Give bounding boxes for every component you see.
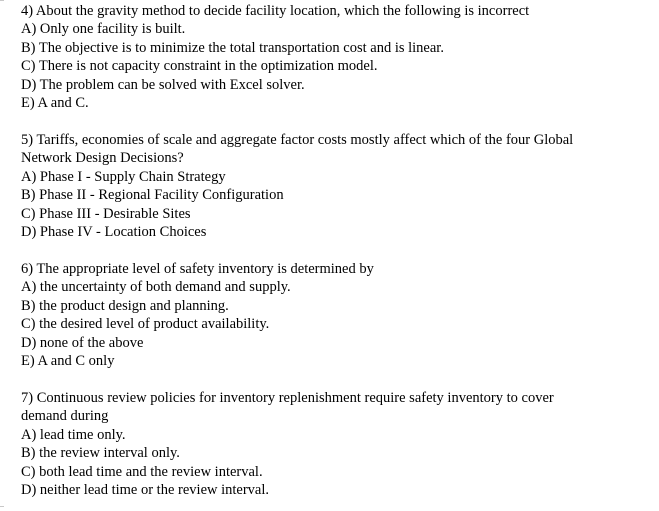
option-b: B) Phase II - Regional Facility Configuration	[21, 187, 284, 204]
option-a: A) lead time only.	[21, 426, 126, 443]
option-d: D) Phase IV - Location Choices	[21, 223, 207, 240]
option-c: C) the desired level of product availability.	[21, 316, 270, 333]
question-stem-continued: Network Design Decisions?	[21, 150, 184, 167]
option-a: A) the uncertainty of both demand and supply.	[21, 279, 291, 296]
question-6	[21, 260, 651, 370]
option-e: E) A and C only	[21, 352, 115, 369]
question-stem: 7) Continuous review policies for inventory replenishment require safety inventory to cover	[21, 390, 554, 406]
question-stem-continued: demand during	[21, 408, 109, 425]
question-stem: 6) The appropriate level of safety inventory is determined by	[21, 261, 374, 277]
option-b: B) the review interval only.	[21, 445, 180, 462]
top-edge-line	[0, 0, 4, 1]
question-stem: 4) About the gravity method to decide facility location, which the following is incorrect	[21, 3, 530, 19]
option-d: D) none of the above	[21, 334, 144, 351]
bottom-edge-line	[0, 506, 4, 507]
option-d: D) The problem can be solved with Excel solver.	[21, 76, 305, 93]
option-b: B) the product design and planning.	[21, 297, 229, 314]
option-c: C) There is not capacity constraint in the optimization model.	[21, 58, 378, 75]
option-c: C) both lead time and the review interval.	[21, 463, 263, 480]
option-a: A) Phase I - Supply Chain Strategy	[21, 168, 226, 185]
option-d: D) neither lead time or the review interval.	[21, 481, 270, 498]
question-5	[21, 131, 651, 241]
question-7	[21, 389, 651, 499]
option-c: C) Phase III - Desirable Sites	[21, 205, 191, 222]
question-4	[21, 2, 651, 112]
option-e: E) A and C.	[21, 94, 89, 111]
option-a: A) Only one facility is built.	[21, 21, 186, 38]
option-b: B) The objective is to minimize the total transportation cost and is linear.	[21, 39, 444, 56]
question-stem: 5) Tariffs, economies of scale and aggregate factor costs mostly affect which of the four Global	[21, 132, 574, 148]
